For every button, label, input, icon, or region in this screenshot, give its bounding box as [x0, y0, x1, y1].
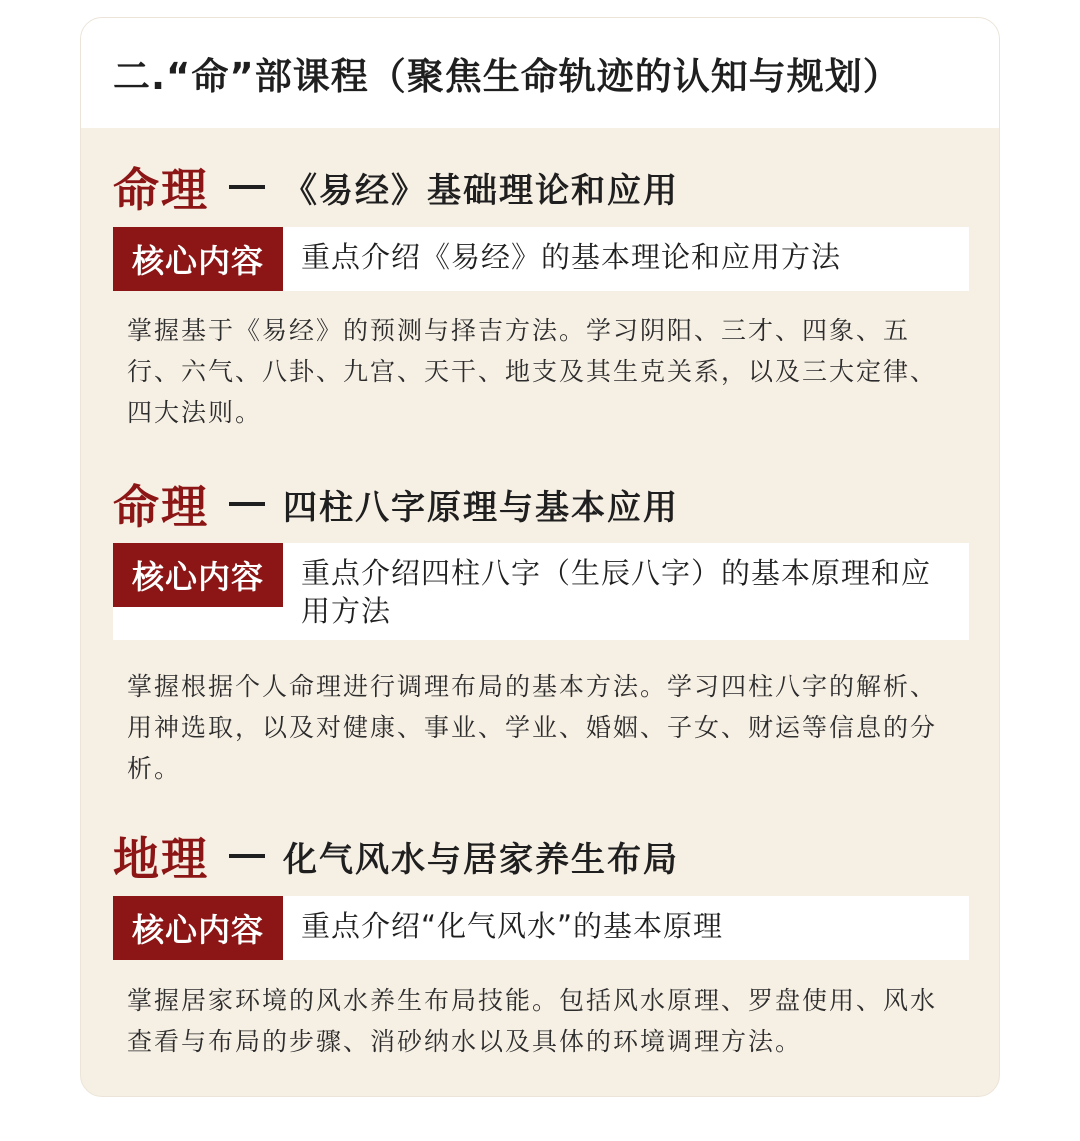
core-content-label: 核心内容 — [113, 543, 283, 607]
dash-divider — [229, 854, 265, 858]
course-card — [80, 17, 1000, 1097]
core-content-row — [113, 896, 969, 960]
core-content-row — [113, 227, 969, 291]
section-description: 掌握居家环境的风水养生布局技能。包括风水原理、罗盘使用、风水查看与布局的步骤、消砂纳水以及具体的环境调理方法。 — [127, 986, 938, 1056]
section-tag: 命理 — [113, 163, 209, 217]
core-content-text: 重点介绍“化气风水”的基本原理 — [301, 909, 724, 943]
section-heading — [113, 825, 679, 887]
core-content-label: 核心内容 — [113, 896, 283, 960]
page-title: 二.“命”部课程（聚焦生命轨迹的认知与规划） — [113, 55, 901, 98]
section-subtitle: 《易经》基础理论和应用 — [283, 170, 679, 211]
dash-divider — [229, 502, 265, 506]
section-subtitle: 化气风水与居家养生布局 — [283, 839, 679, 880]
card-header — [81, 18, 999, 128]
section-heading — [113, 156, 679, 218]
dash-divider — [229, 185, 265, 189]
section-tag: 命理 — [113, 480, 209, 534]
core-content-label: 核心内容 — [113, 227, 283, 291]
core-content-text: 重点介绍《易经》的基本理论和应用方法 — [301, 240, 842, 274]
core-content-row — [113, 543, 969, 640]
section-subtitle: 四柱八字原理与基本应用 — [283, 487, 679, 528]
section-tag: 地理 — [113, 832, 209, 886]
section-description: 掌握根据个人命理进行调理布局的基本方法。学习四柱八字的解析、用神选取，以及对健康、事业、学业、婚姻、子女、财运等信息的分析。 — [127, 672, 938, 783]
section-heading — [113, 473, 679, 535]
core-content-text: 重点介绍四柱八字（生辰八字）的基本原理和应用方法 — [301, 556, 932, 628]
section-description: 掌握基于《易经》的预测与择吉方法。学习阴阳、三才、四象、五行、六气、八卦、九宫、天干、地支及其生克关系，以及三大定律、四大法则。 — [127, 316, 938, 427]
